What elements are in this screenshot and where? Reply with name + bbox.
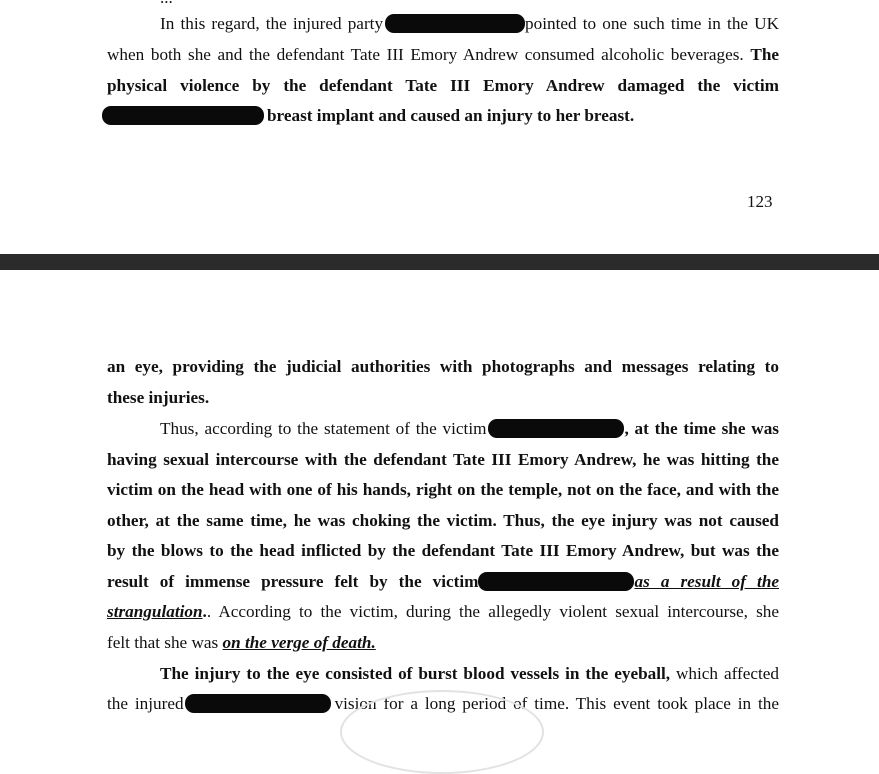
redaction-bar xyxy=(488,419,624,438)
paragraph-line: other, at the same time, he was choking the victim. Thus, the eye injury was not caused xyxy=(107,511,779,530)
paragraph-line: Thus, according to the statement of the victim , at the time she was xyxy=(160,419,779,438)
redaction-bar xyxy=(385,14,525,33)
paragraph-line: result of immense pressure felt by the victim as a result of the xyxy=(107,572,780,591)
paragraph-line: felt that she was on the verge of death. xyxy=(107,633,376,652)
document-page-upper xyxy=(0,0,879,254)
paragraph-line: strangulation.. According to the victim, during the allegedly violent sexual intercourse, she xyxy=(107,602,779,621)
cutoff-text-line xyxy=(160,0,173,8)
paragraph-line: victim on the head with one of his hands, right on the temple, not on the face, and with the xyxy=(107,480,779,499)
paragraph-line: an eye, providing the judicial authorities with photographs and messages relating to xyxy=(107,357,779,376)
page-separator xyxy=(0,254,879,270)
paragraph-line: physical violence by the defendant Tate III Emory Andrew damaged the victim xyxy=(107,76,779,95)
paragraph-line: breast implant and caused an injury to her breast. xyxy=(102,106,774,126)
redaction-bar xyxy=(102,106,264,125)
paragraph-line: having sexual intercourse with the defendant Tate III Emory Andrew, he was hitting the xyxy=(107,450,779,469)
document-page-lower xyxy=(0,270,879,718)
redaction-bar xyxy=(478,572,634,591)
paragraph-line: when both she and the defendant Tate III Emory Andrew consumed alcoholic beverages. The xyxy=(107,45,780,64)
paragraph-line: The injury to the eye consisted of burst blood vessels in the eyeball, which affected xyxy=(160,664,779,683)
page-number: 123 xyxy=(747,192,773,211)
paragraph-line: these injuries. xyxy=(107,388,210,407)
paragraph-line: In this regard, the injured party pointed to one such time in the UK xyxy=(160,14,780,33)
paragraph-line: by the blows to the head inflicted by the defendant Tate III Emory Andrew, but was the xyxy=(107,541,779,560)
paragraph-line: the injured vision for a long period of time. This event took place in the xyxy=(107,694,779,713)
redaction-bar xyxy=(185,694,331,713)
stamp-seal-watermark xyxy=(340,690,544,774)
